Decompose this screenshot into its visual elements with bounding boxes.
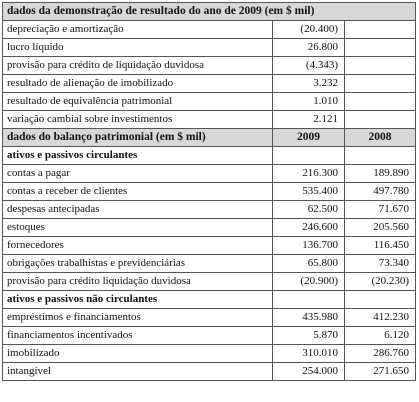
row-value-2008: (20.230) (345, 273, 416, 291)
dre-title: dados da demonstração de resultado do ano de 2009 (em $ mil) (3, 3, 416, 21)
column-header-2008: 2008 (345, 129, 416, 147)
empty-cell (345, 39, 416, 57)
row-value-2008: 73.340 (345, 255, 416, 273)
balanco-row (3, 327, 416, 345)
row-value-2008: 71.670 (345, 201, 416, 219)
empty-cell (345, 75, 416, 93)
section-header-row (3, 291, 416, 309)
balanco-row (3, 183, 416, 201)
balanco-title: dados do balanço patrimonial (em $ mil) (3, 129, 273, 147)
row-value-2008: 286.760 (345, 345, 416, 363)
row-value-2009: (20.900) (273, 273, 345, 291)
balanco-header-row (3, 129, 416, 147)
row-label: contas a receber de clientes (3, 183, 273, 201)
row-label: lucro líquido (3, 39, 273, 57)
empty-cell (345, 93, 416, 111)
row-value-2008: 412.230 (345, 309, 416, 327)
balanco-row (3, 363, 416, 381)
row-value-2009: 1.010 (273, 93, 345, 111)
dre-row (3, 111, 416, 129)
financial-table (2, 2, 416, 381)
empty-cell (345, 21, 416, 39)
row-label: depreciação e amortização (3, 21, 273, 39)
row-value-2008: 271.650 (345, 363, 416, 381)
row-value-2009: 3.232 (273, 75, 345, 93)
row-label: fornecedores (3, 237, 273, 255)
balanco-row (3, 309, 416, 327)
section-title: ativos e passivos circulantes (3, 147, 273, 165)
balanco-row (3, 165, 416, 183)
row-value-2009: (20.400) (273, 21, 345, 39)
section-header-row (3, 147, 416, 165)
row-value-2009: 26.800 (273, 39, 345, 57)
empty-cell (273, 147, 345, 165)
empty-cell (273, 291, 345, 309)
dre-row (3, 39, 416, 57)
dre-row (3, 75, 416, 93)
row-label: variação cambial sobre investimentos (3, 111, 273, 129)
row-value-2009: 216.300 (273, 165, 345, 183)
balanco-row (3, 255, 416, 273)
column-header-2009: 2009 (273, 129, 345, 147)
row-value-2009: 310.010 (273, 345, 345, 363)
row-label: provisão para crédito de liquidação duvidosa (3, 57, 273, 75)
row-label: intangível (3, 363, 273, 381)
row-label: provisão para crédito liquidação duvidosa (3, 273, 273, 291)
empty-cell (345, 111, 416, 129)
balanco-row (3, 273, 416, 291)
row-label: despesas antecipadas (3, 201, 273, 219)
row-label: imobilizado (3, 345, 273, 363)
row-value-2009: (4.343) (273, 57, 345, 75)
row-value-2009: 2.121 (273, 111, 345, 129)
row-value-2008: 6.120 (345, 327, 416, 345)
row-value-2009: 136.700 (273, 237, 345, 255)
row-value-2008: 497.780 (345, 183, 416, 201)
row-label: contas a pagar (3, 165, 273, 183)
row-label: obrigações trabalhistas e previdenciárias (3, 255, 273, 273)
row-value-2009: 62.500 (273, 201, 345, 219)
row-value-2009: 65.800 (273, 255, 345, 273)
row-label: resultado de alienação de imobilizado (3, 75, 273, 93)
empty-cell (345, 291, 416, 309)
row-value-2008: 116.450 (345, 237, 416, 255)
balanco-row (3, 201, 416, 219)
balanco-row (3, 219, 416, 237)
balanco-row (3, 237, 416, 255)
dre-row (3, 57, 416, 75)
row-value-2008: 189.890 (345, 165, 416, 183)
row-label: financiamentos incentivados (3, 327, 273, 345)
row-value-2008: 205.560 (345, 219, 416, 237)
row-label: resultado de equivalência patrimonial (3, 93, 273, 111)
row-label: estoques (3, 219, 273, 237)
balanco-row (3, 345, 416, 363)
dre-header-row (3, 3, 416, 21)
empty-cell (345, 57, 416, 75)
dre-row (3, 93, 416, 111)
empty-cell (345, 147, 416, 165)
row-value-2009: 535.400 (273, 183, 345, 201)
dre-row (3, 21, 416, 39)
row-label: empréstimos e financiamentos (3, 309, 273, 327)
row-value-2009: 246.600 (273, 219, 345, 237)
row-value-2009: 254.000 (273, 363, 345, 381)
row-value-2009: 5.870 (273, 327, 345, 345)
section-title: ativos e passivos não circulantes (3, 291, 273, 309)
row-value-2009: 435.980 (273, 309, 345, 327)
financial-data-sheet (2, 2, 415, 381)
